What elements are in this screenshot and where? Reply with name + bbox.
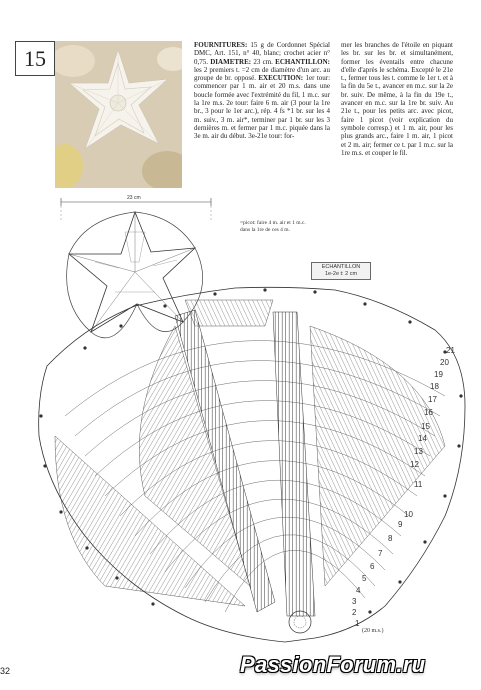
echantillon-box-size: 1e-2e t: 2 cm <box>324 271 358 277</box>
picot-legend-line-2: dans la 1re de ces 4 m. <box>240 227 290 233</box>
schema-size-label: 23 cm <box>127 195 141 201</box>
round-number-7: 7 <box>378 549 383 558</box>
execution-text: 1er tour: commencer par 1 m. air et 20 m.s. dans une boucle formée avec l'extrémité du fil, 1 m.c. sur la 1re m.s. 2e tour: faire 6 m. air (3 pour la 1re br., 3 pour le 1er arc.), rép. 4 fs *1 br. sur les 4 m. suiv., 3 m. air*, terminer par 1 br. sur les 3 dernières m. et fermer par 1 m.c. piquée dans la 3e m. air du début. 3e-21e tour: for- <box>194 74 331 141</box>
diametre-label: DIAMETRE: <box>210 57 252 66</box>
picot-legend-line-1: =picot: faire 4 m. air et 1 m.c. <box>240 220 306 226</box>
instructions-column-1 <box>194 41 330 141</box>
diametre-text: 23 cm. <box>253 57 273 66</box>
chain-note: (20 m.s.) <box>362 628 384 634</box>
round-number-3: 3 <box>352 597 357 606</box>
echantillon-box <box>311 262 371 280</box>
fournitures-label: FOURNITURES: <box>194 41 248 49</box>
pattern-number-badge: 15 <box>15 41 55 76</box>
round-number-4: 4 <box>356 586 361 595</box>
echantillon-label: ECHANTILLON: <box>275 57 330 66</box>
round-number-9: 9 <box>398 520 403 529</box>
round-number-16: 16 <box>424 408 433 417</box>
doily-photo <box>55 41 182 188</box>
picot-legend <box>240 220 306 234</box>
round-number-18: 18 <box>430 382 439 391</box>
round-number-1: 1 <box>355 619 360 628</box>
watermark: PassionForum.ru <box>240 652 426 677</box>
round-number-19: 19 <box>434 370 443 379</box>
page-number: 32 <box>0 666 11 676</box>
round-number-6: 6 <box>370 562 375 571</box>
execution-label: EXECUTION: <box>258 74 304 83</box>
echantillon-box-title: ECHANTILLON <box>321 264 361 270</box>
round-number-15: 15 <box>421 422 430 431</box>
round-number-20: 20 <box>440 358 449 367</box>
round-number-21: 21 <box>446 346 455 355</box>
round-number-12: 12 <box>410 460 419 469</box>
round-number-10: 10 <box>404 510 413 519</box>
round-number-11: 11 <box>414 480 423 489</box>
crochet-chart <box>25 286 470 646</box>
doily-photo-image <box>55 41 182 188</box>
round-number-17: 17 <box>428 395 437 404</box>
instructions-column-2 <box>341 41 453 157</box>
round-number-14: 14 <box>418 434 427 443</box>
round-number-13: 13 <box>414 447 423 456</box>
instructions-continued: mer les branches de l'étoile en piquant les br. sur les br. et simultanément, former les éventails entre chacune d'elle d'après le schéma. Excepté le 21e t., fermer tous les t. comme le 1er t. et à la fin du 5e t., avancer en m.c. sur la 2e br. suiv. De même, à la fin du 19e t., avancer en m.c. sur la 1re br. suiv. Au 21e t., pour les petits arc. avec picot, faire 1 picot (voir explication du symbole corresp.) et 1 m. air, pour les plus grands arc., faire 1 m. air, 1 picot et 2 m. air; fermer ce t. par 1 m.c. sur la 1re m.s. et couper le fil. <box>341 41 453 157</box>
round-number-5: 5 <box>362 574 367 583</box>
fournitures-text: 15 g de Cordonnet Spécial DMC, Art. 151, n° 40, blanc; crochet acier n° 0,75. <box>194 41 331 66</box>
round-number-8: 8 <box>388 534 393 543</box>
round-number-2: 2 <box>352 608 357 617</box>
echantillon-text: les 2 premiers t. =2 cm de diamètre d'un arc. au groupe de br. opposé. <box>194 65 330 83</box>
